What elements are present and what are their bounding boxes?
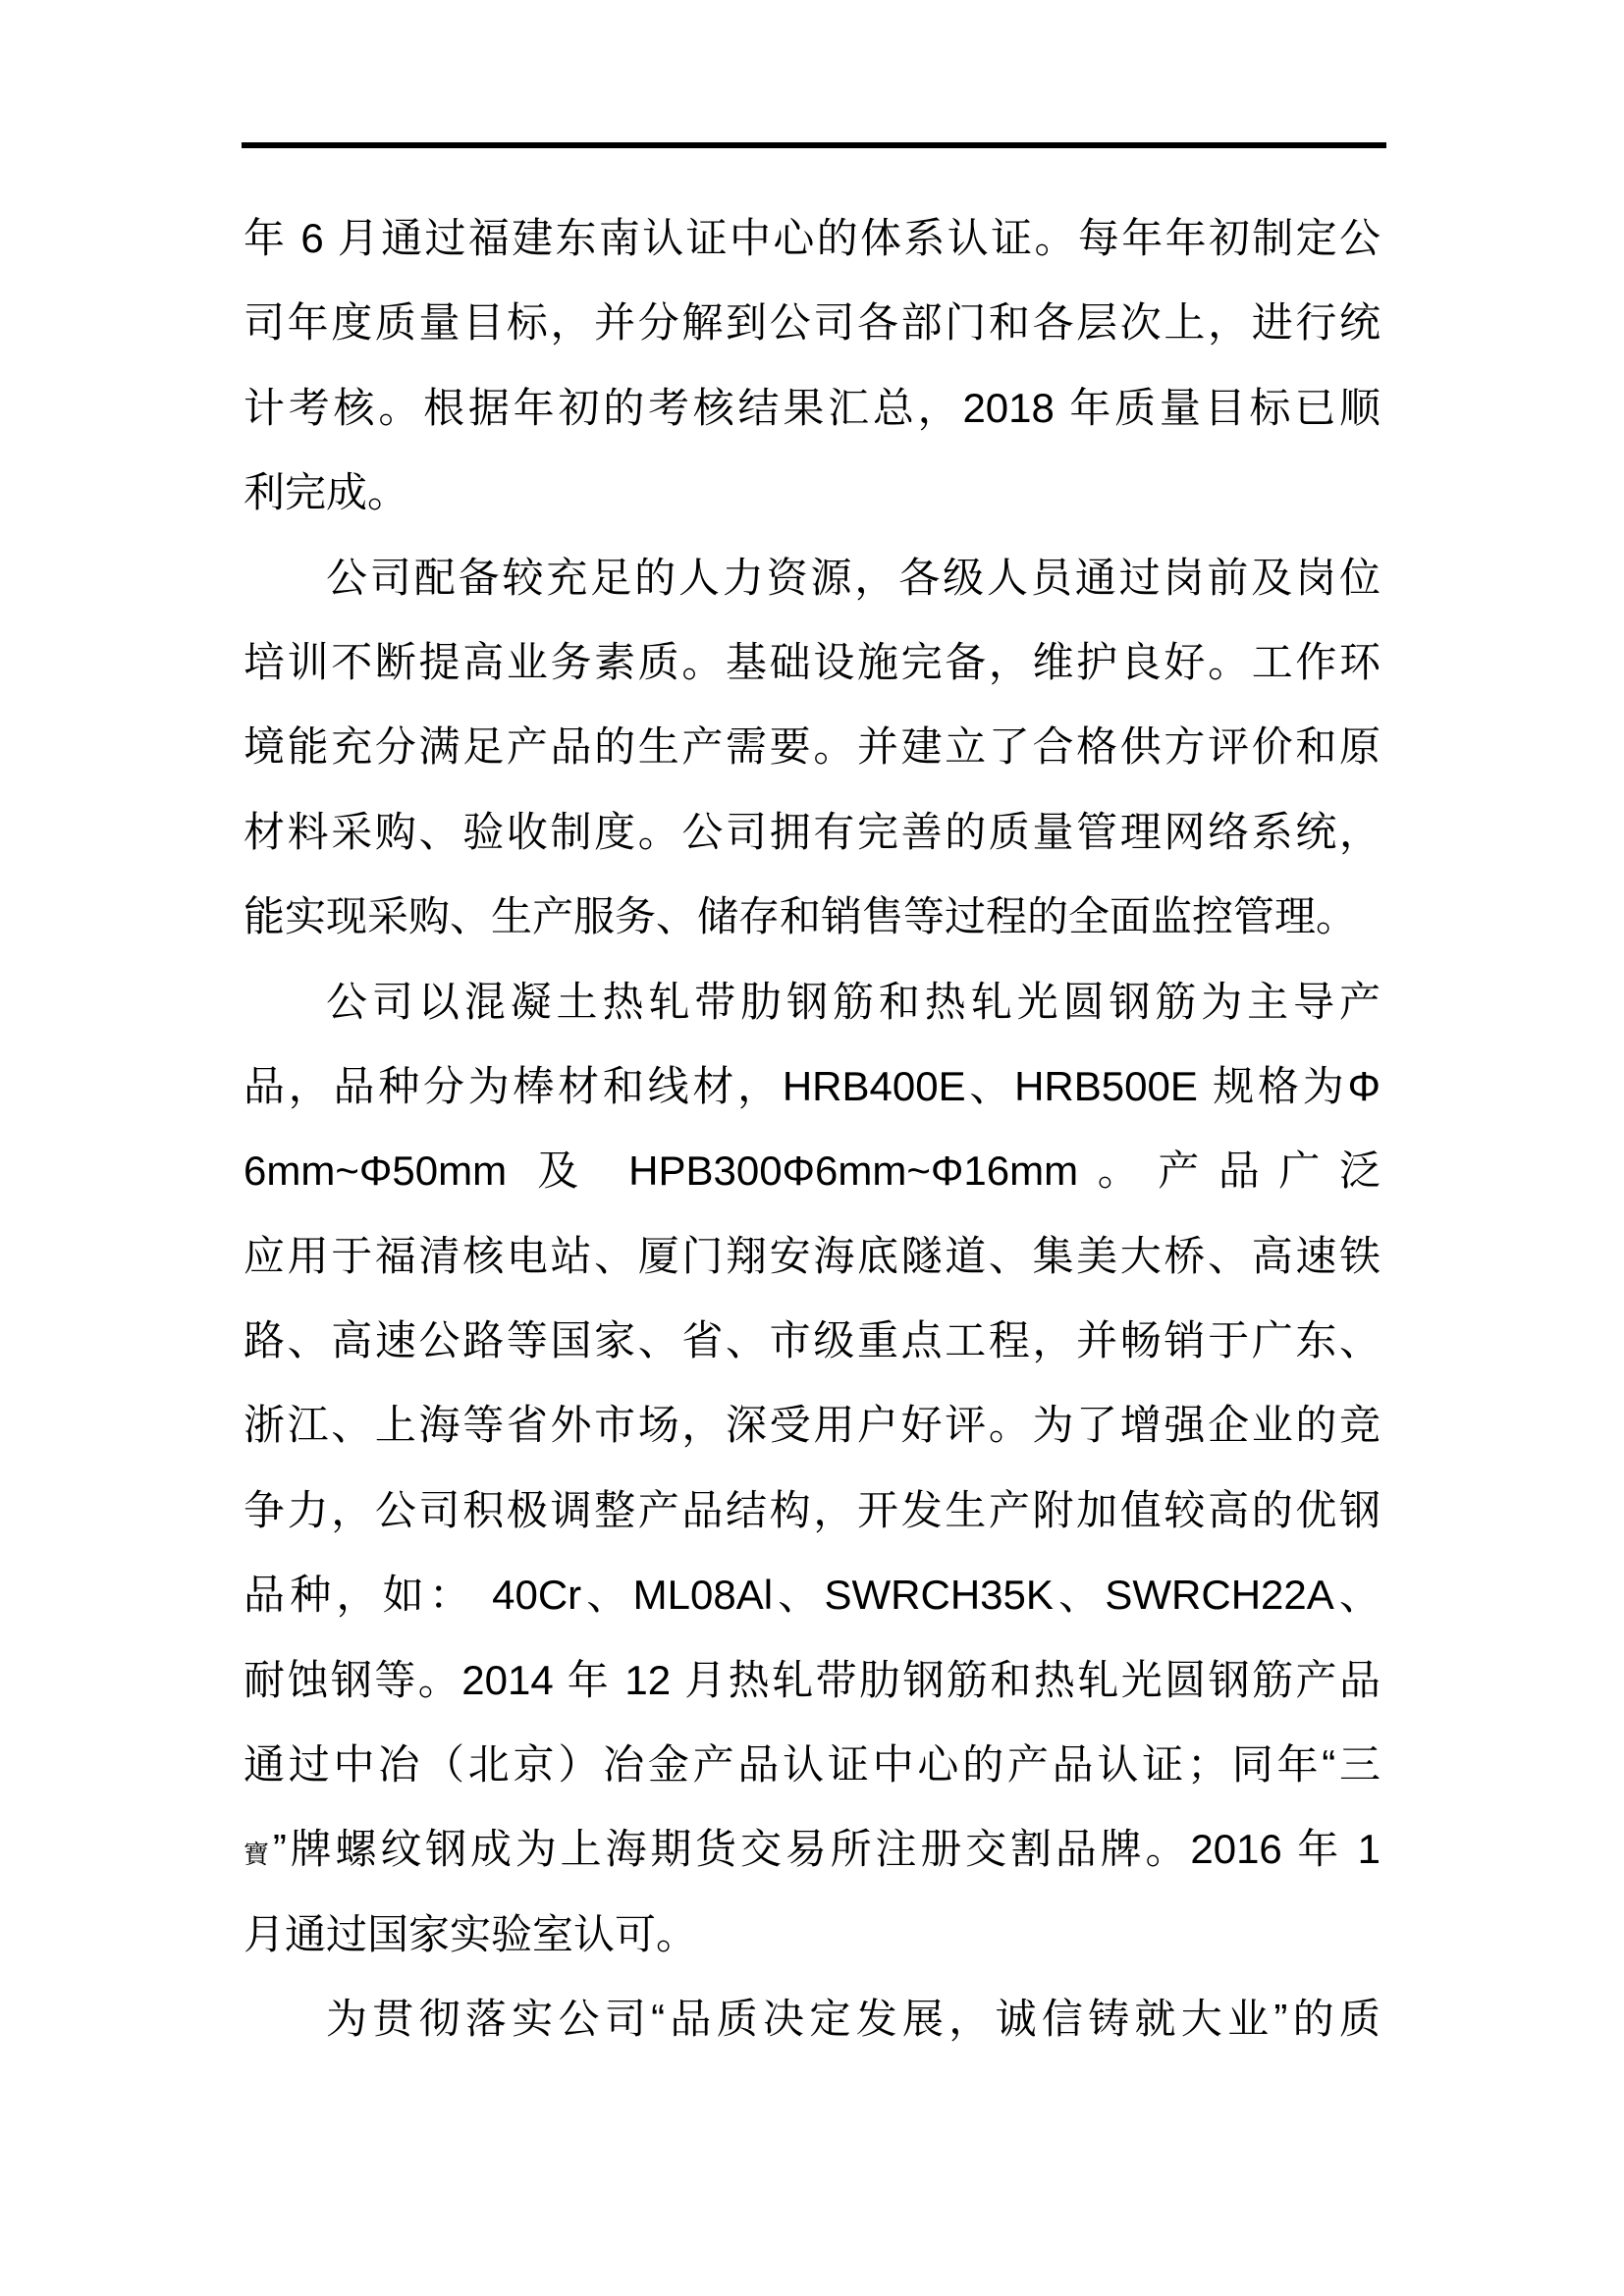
text-line: 6mm~Φ50mm 及 HPB300Φ6mm~Φ16mm。产品广泛 — [244, 1148, 1380, 1195]
text-line: 年 6 月通过福建东南认证中心的体系认证。每年年初制定公 — [244, 215, 1380, 261]
text-line: 通过中冶（北京）冶金产品认证中心的产品认证；同年“三 — [244, 1741, 1380, 1789]
text-line: 争力，公司积极调整产品结构，开发生产附加值较高的优钢 — [244, 1486, 1380, 1533]
text-line: 材料采购、验收制度。公司拥有完善的质量管理网络系统， — [244, 808, 1380, 855]
text-line: 浙江、上海等省外市场，深受用户好评。为了增强企业的竞 — [244, 1402, 1380, 1449]
text-line: 应用于福清核电站、厦门翔安海底隧道、集美大桥、高速铁 — [244, 1232, 1380, 1279]
text-line: 寶”牌螺纹钢成为上海期货交易所注册交割品牌。2016 年 1 — [244, 1826, 1380, 1873]
text-line: 公司以混凝土热轧带肋钢筋和热轧光圆钢筋为主导产 — [326, 978, 1380, 1025]
text-line: 品，品种分为棒材和线材，HRB400E、HRB500E 规格为Φ — [244, 1062, 1380, 1109]
text-body — [244, 196, 1380, 2062]
text-line: 月通过国家实验室认可。 — [244, 1910, 698, 1957]
text-line: 司年度质量目标，并分解到公司各部门和各层次上，进行统 — [244, 299, 1380, 347]
header-rule — [242, 142, 1386, 148]
text-line: 为贯彻落实公司“品质决定发展，诚信铸就大业”的质 — [326, 1996, 1380, 2043]
text-line: 培训不断提高业务素质。基础设施完备，维护良好。工作环 — [244, 638, 1380, 685]
text-line: 计考核。根据年初的考核结果汇总，2018 年质量目标已顺 — [244, 384, 1380, 431]
text-line: 耐蚀钢等。2014 年 12 月热轧带肋钢筋和热轧光圆钢筋产品 — [244, 1656, 1380, 1703]
small-fallback-char: 寶 — [244, 1840, 273, 1870]
text-line: 利完成。 — [244, 469, 409, 516]
text-line: 境能充分满足产品的生产需要。并建立了合格供方评价和原 — [244, 723, 1380, 771]
text-line: 路、高速公路等国家、省、市级重点工程，并畅销于广东、 — [244, 1317, 1380, 1364]
text-line: 能实现采购、生产服务、储存和销售等过程的全面监控管理。 — [244, 893, 1358, 940]
text-line: 品种，如： 40Cr、ML08Al、SWRCH35K、SWRCH22A、 — [244, 1572, 1380, 1619]
text-line: 公司配备较充足的人力资源，各级人员通过岗前及岗位 — [326, 554, 1380, 601]
